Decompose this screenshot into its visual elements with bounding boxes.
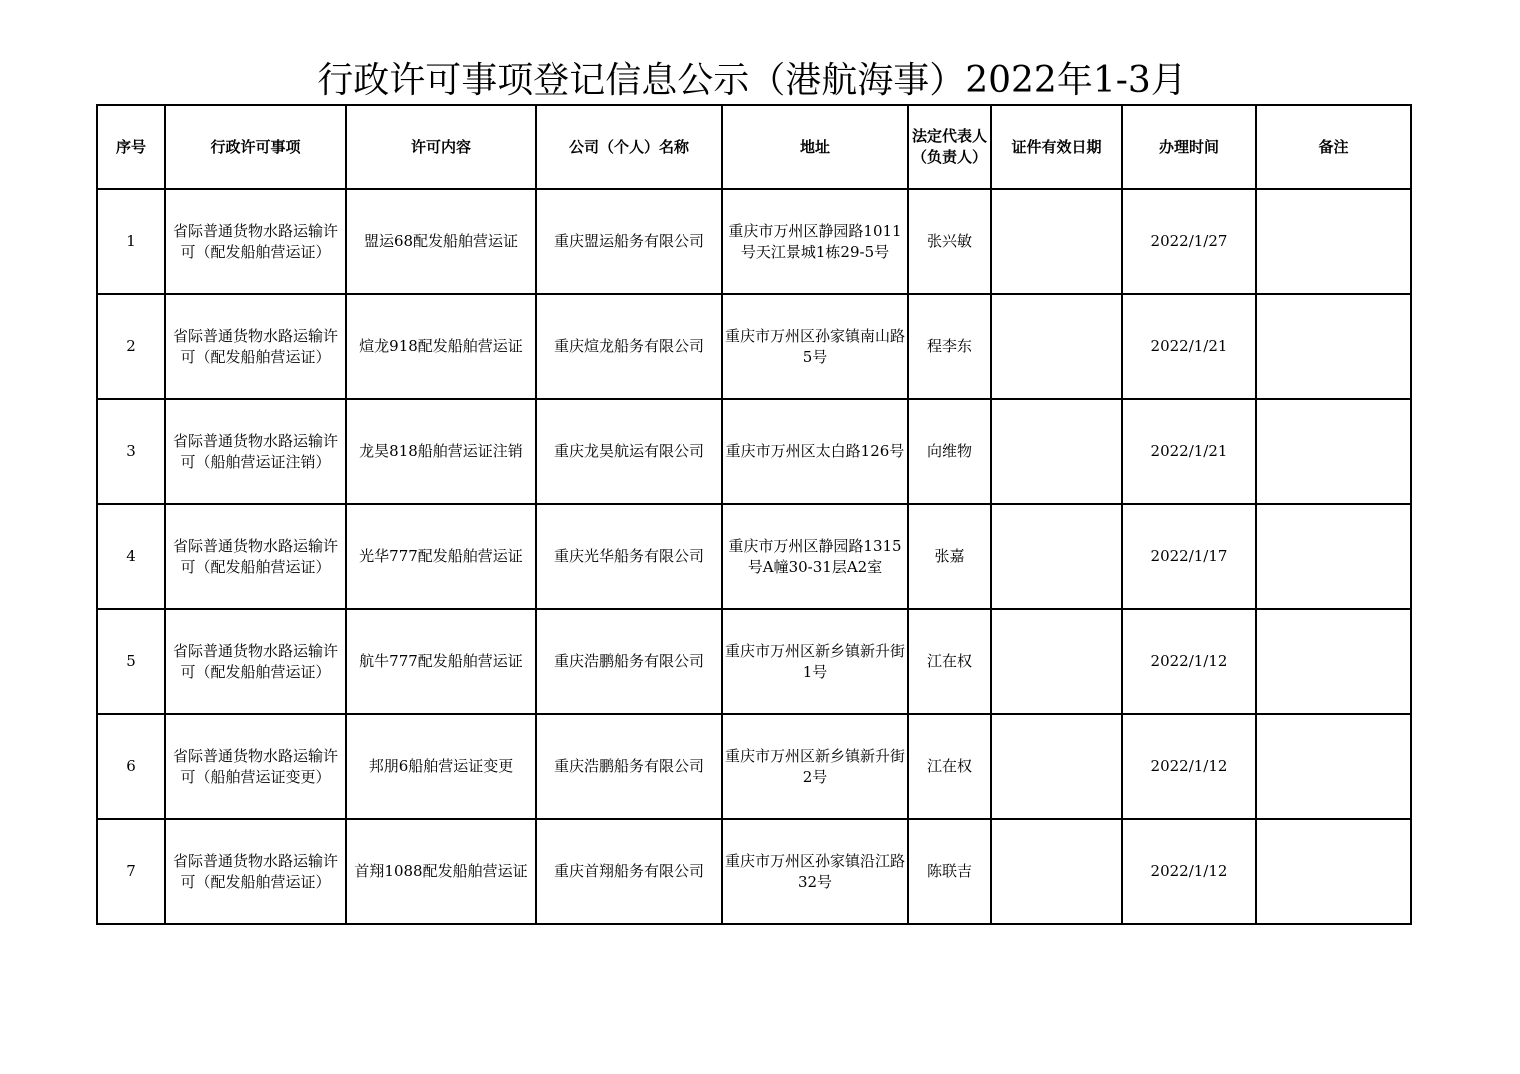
cell-validity bbox=[991, 819, 1122, 924]
table-row bbox=[97, 714, 1411, 819]
cell-validity bbox=[991, 609, 1122, 714]
table-row bbox=[97, 609, 1411, 714]
cell-address: 重庆市万州区孙家镇沿江路32号 bbox=[722, 819, 908, 924]
cell-address: 重庆市万州区新乡镇新升街1号 bbox=[722, 609, 908, 714]
cell-company: 重庆煊龙船务有限公司 bbox=[536, 294, 722, 399]
cell-validity bbox=[991, 714, 1122, 819]
cell-content: 煊龙918配发船舶营运证 bbox=[346, 294, 536, 399]
table-row bbox=[97, 504, 1411, 609]
cell-legal-rep: 张兴敏 bbox=[908, 189, 991, 294]
table-row bbox=[97, 294, 1411, 399]
cell-address: 重庆市万州区静园路1315号A幢30-31层A2室 bbox=[722, 504, 908, 609]
cell-seq: 1 bbox=[97, 189, 165, 294]
cell-content: 邦朋6船舶营运证变更 bbox=[346, 714, 536, 819]
header-legal-rep: 法定代表人（负责人） bbox=[908, 105, 991, 189]
cell-handled: 2022/1/12 bbox=[1122, 819, 1256, 924]
cell-seq: 6 bbox=[97, 714, 165, 819]
cell-content: 龙昊818船舶营运证注销 bbox=[346, 399, 536, 504]
cell-legal-rep: 张嘉 bbox=[908, 504, 991, 609]
cell-company: 重庆盟运船务有限公司 bbox=[536, 189, 722, 294]
cell-item: 省际普通货物水路运输许可（配发船舶营运证） bbox=[165, 504, 346, 609]
cell-content: 航牛777配发船舶营运证 bbox=[346, 609, 536, 714]
cell-address: 重庆市万州区静园路1011号天江景城1栋29-5号 bbox=[722, 189, 908, 294]
header-validity: 证件有效日期 bbox=[991, 105, 1122, 189]
table-row bbox=[97, 819, 1411, 924]
cell-seq: 4 bbox=[97, 504, 165, 609]
header-handled: 办理时间 bbox=[1122, 105, 1256, 189]
cell-item: 省际普通货物水路运输许可（船舶营运证变更） bbox=[165, 714, 346, 819]
header-row bbox=[97, 105, 1411, 189]
cell-handled: 2022/1/17 bbox=[1122, 504, 1256, 609]
header-content: 许可内容 bbox=[346, 105, 536, 189]
cell-content: 盟运68配发船舶营运证 bbox=[346, 189, 536, 294]
cell-validity bbox=[991, 399, 1122, 504]
cell-validity bbox=[991, 189, 1122, 294]
header-seq: 序号 bbox=[97, 105, 165, 189]
cell-handled: 2022/1/12 bbox=[1122, 609, 1256, 714]
table-row bbox=[97, 399, 1411, 504]
registration-table bbox=[96, 104, 1412, 925]
cell-item: 省际普通货物水路运输许可（配发船舶营运证） bbox=[165, 294, 346, 399]
cell-handled: 2022/1/21 bbox=[1122, 399, 1256, 504]
cell-remarks bbox=[1256, 714, 1411, 819]
cell-validity bbox=[991, 504, 1122, 609]
cell-seq: 7 bbox=[97, 819, 165, 924]
header-company: 公司（个人）名称 bbox=[536, 105, 722, 189]
cell-address: 重庆市万州区孙家镇南山路5号 bbox=[722, 294, 908, 399]
cell-remarks bbox=[1256, 504, 1411, 609]
cell-company: 重庆光华船务有限公司 bbox=[536, 504, 722, 609]
header-item: 行政许可事项 bbox=[165, 105, 346, 189]
header-remarks: 备注 bbox=[1256, 105, 1411, 189]
cell-seq: 3 bbox=[97, 399, 165, 504]
cell-remarks bbox=[1256, 819, 1411, 924]
cell-item: 省际普通货物水路运输许可（配发船舶营运证） bbox=[165, 189, 346, 294]
cell-seq: 2 bbox=[97, 294, 165, 399]
cell-remarks bbox=[1256, 609, 1411, 714]
cell-legal-rep: 程李东 bbox=[908, 294, 991, 399]
cell-item: 省际普通货物水路运输许可（船舶营运证注销） bbox=[165, 399, 346, 504]
cell-company: 重庆浩鹏船务有限公司 bbox=[536, 609, 722, 714]
cell-company: 重庆浩鹏船务有限公司 bbox=[536, 714, 722, 819]
cell-remarks bbox=[1256, 189, 1411, 294]
cell-legal-rep: 江在权 bbox=[908, 609, 991, 714]
cell-handled: 2022/1/27 bbox=[1122, 189, 1256, 294]
table-row bbox=[97, 189, 1411, 294]
cell-item: 省际普通货物水路运输许可（配发船舶营运证） bbox=[165, 819, 346, 924]
cell-company: 重庆首翔船务有限公司 bbox=[536, 819, 722, 924]
cell-content: 首翔1088配发船舶营运证 bbox=[346, 819, 536, 924]
cell-legal-rep: 陈联吉 bbox=[908, 819, 991, 924]
page-title: 行政许可事项登记信息公示（港航海事）2022年1-3月 bbox=[317, 60, 1187, 101]
cell-item: 省际普通货物水路运输许可（配发船舶营运证） bbox=[165, 609, 346, 714]
cell-legal-rep: 向维物 bbox=[908, 399, 991, 504]
cell-company: 重庆龙昊航运有限公司 bbox=[536, 399, 722, 504]
cell-validity bbox=[991, 294, 1122, 399]
cell-handled: 2022/1/12 bbox=[1122, 714, 1256, 819]
cell-remarks bbox=[1256, 294, 1411, 399]
cell-remarks bbox=[1256, 399, 1411, 504]
cell-handled: 2022/1/21 bbox=[1122, 294, 1256, 399]
cell-address: 重庆市万州区新乡镇新升街2号 bbox=[722, 714, 908, 819]
cell-legal-rep: 江在权 bbox=[908, 714, 991, 819]
cell-seq: 5 bbox=[97, 609, 165, 714]
cell-address: 重庆市万州区太白路126号 bbox=[722, 399, 908, 504]
cell-content: 光华777配发船舶营运证 bbox=[346, 504, 536, 609]
header-address: 地址 bbox=[722, 105, 908, 189]
